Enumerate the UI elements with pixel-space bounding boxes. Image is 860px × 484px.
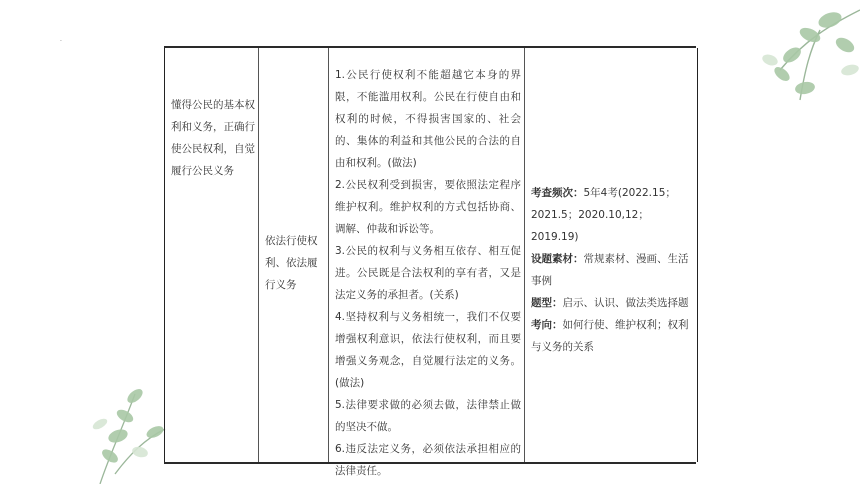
page-mark: . [60,36,62,43]
point-item: 5.法律要求做的必须去做，法律禁止做的坚决不做。 [335,399,521,433]
leaf-decoration-icon [710,0,860,120]
topic-text: 依法行使权利、依法履行义务 [265,235,318,291]
knowledge-table [164,46,696,477]
standard-text: 懂得公民的基本权利和义务，正确行使公民权利，自觉履行公民义务 [171,99,255,177]
exam-direction: 考向：如何行使、维护权利；权利与义务的关系 [531,319,689,353]
table-column-points [328,48,525,477]
exam-type: 题型：启示、认识、做法类选择题 [531,297,689,309]
exam-material: 设题素材：常规素材、漫画、生活事例 [531,253,689,287]
point-item: 6.违反法定义务，必须依法承担相应的法律责任。 [335,443,521,477]
table-column-topic [258,48,329,462]
point-item: 1.公民行使权利不能超越它本身的界限，不能滥用权利。公民在行使自由和权利的时候，不得损害国家的、社会的、集体的利益和其他公民的合法的自由和权利。(做法) [335,69,521,169]
points-list [335,64,521,482]
exam-frequency: 考查频次：5年4考(2022.15；2021.5；2020.10,12；2019.19) [531,187,676,243]
point-item: 4.坚持权利与义务相统一，我们不仅要增强权利意识，依法行使权利，而且要增强义务观念，自觉履行法定的义务。(做法) [335,311,521,389]
point-item: 2.公民权利受到损害，要依照法定程序维护权利。维护权利的方式包括协商、调解、仲裁和诉讼等。 [335,179,521,235]
table-column-standard [164,48,259,462]
table-column-exam-info [524,48,698,462]
exam-info [531,182,695,358]
point-item: 3.公民的权利与义务相互依存、相互促进。公民既是合法权利的享有者，又是法定义务的承担者。(关系) [335,245,521,301]
